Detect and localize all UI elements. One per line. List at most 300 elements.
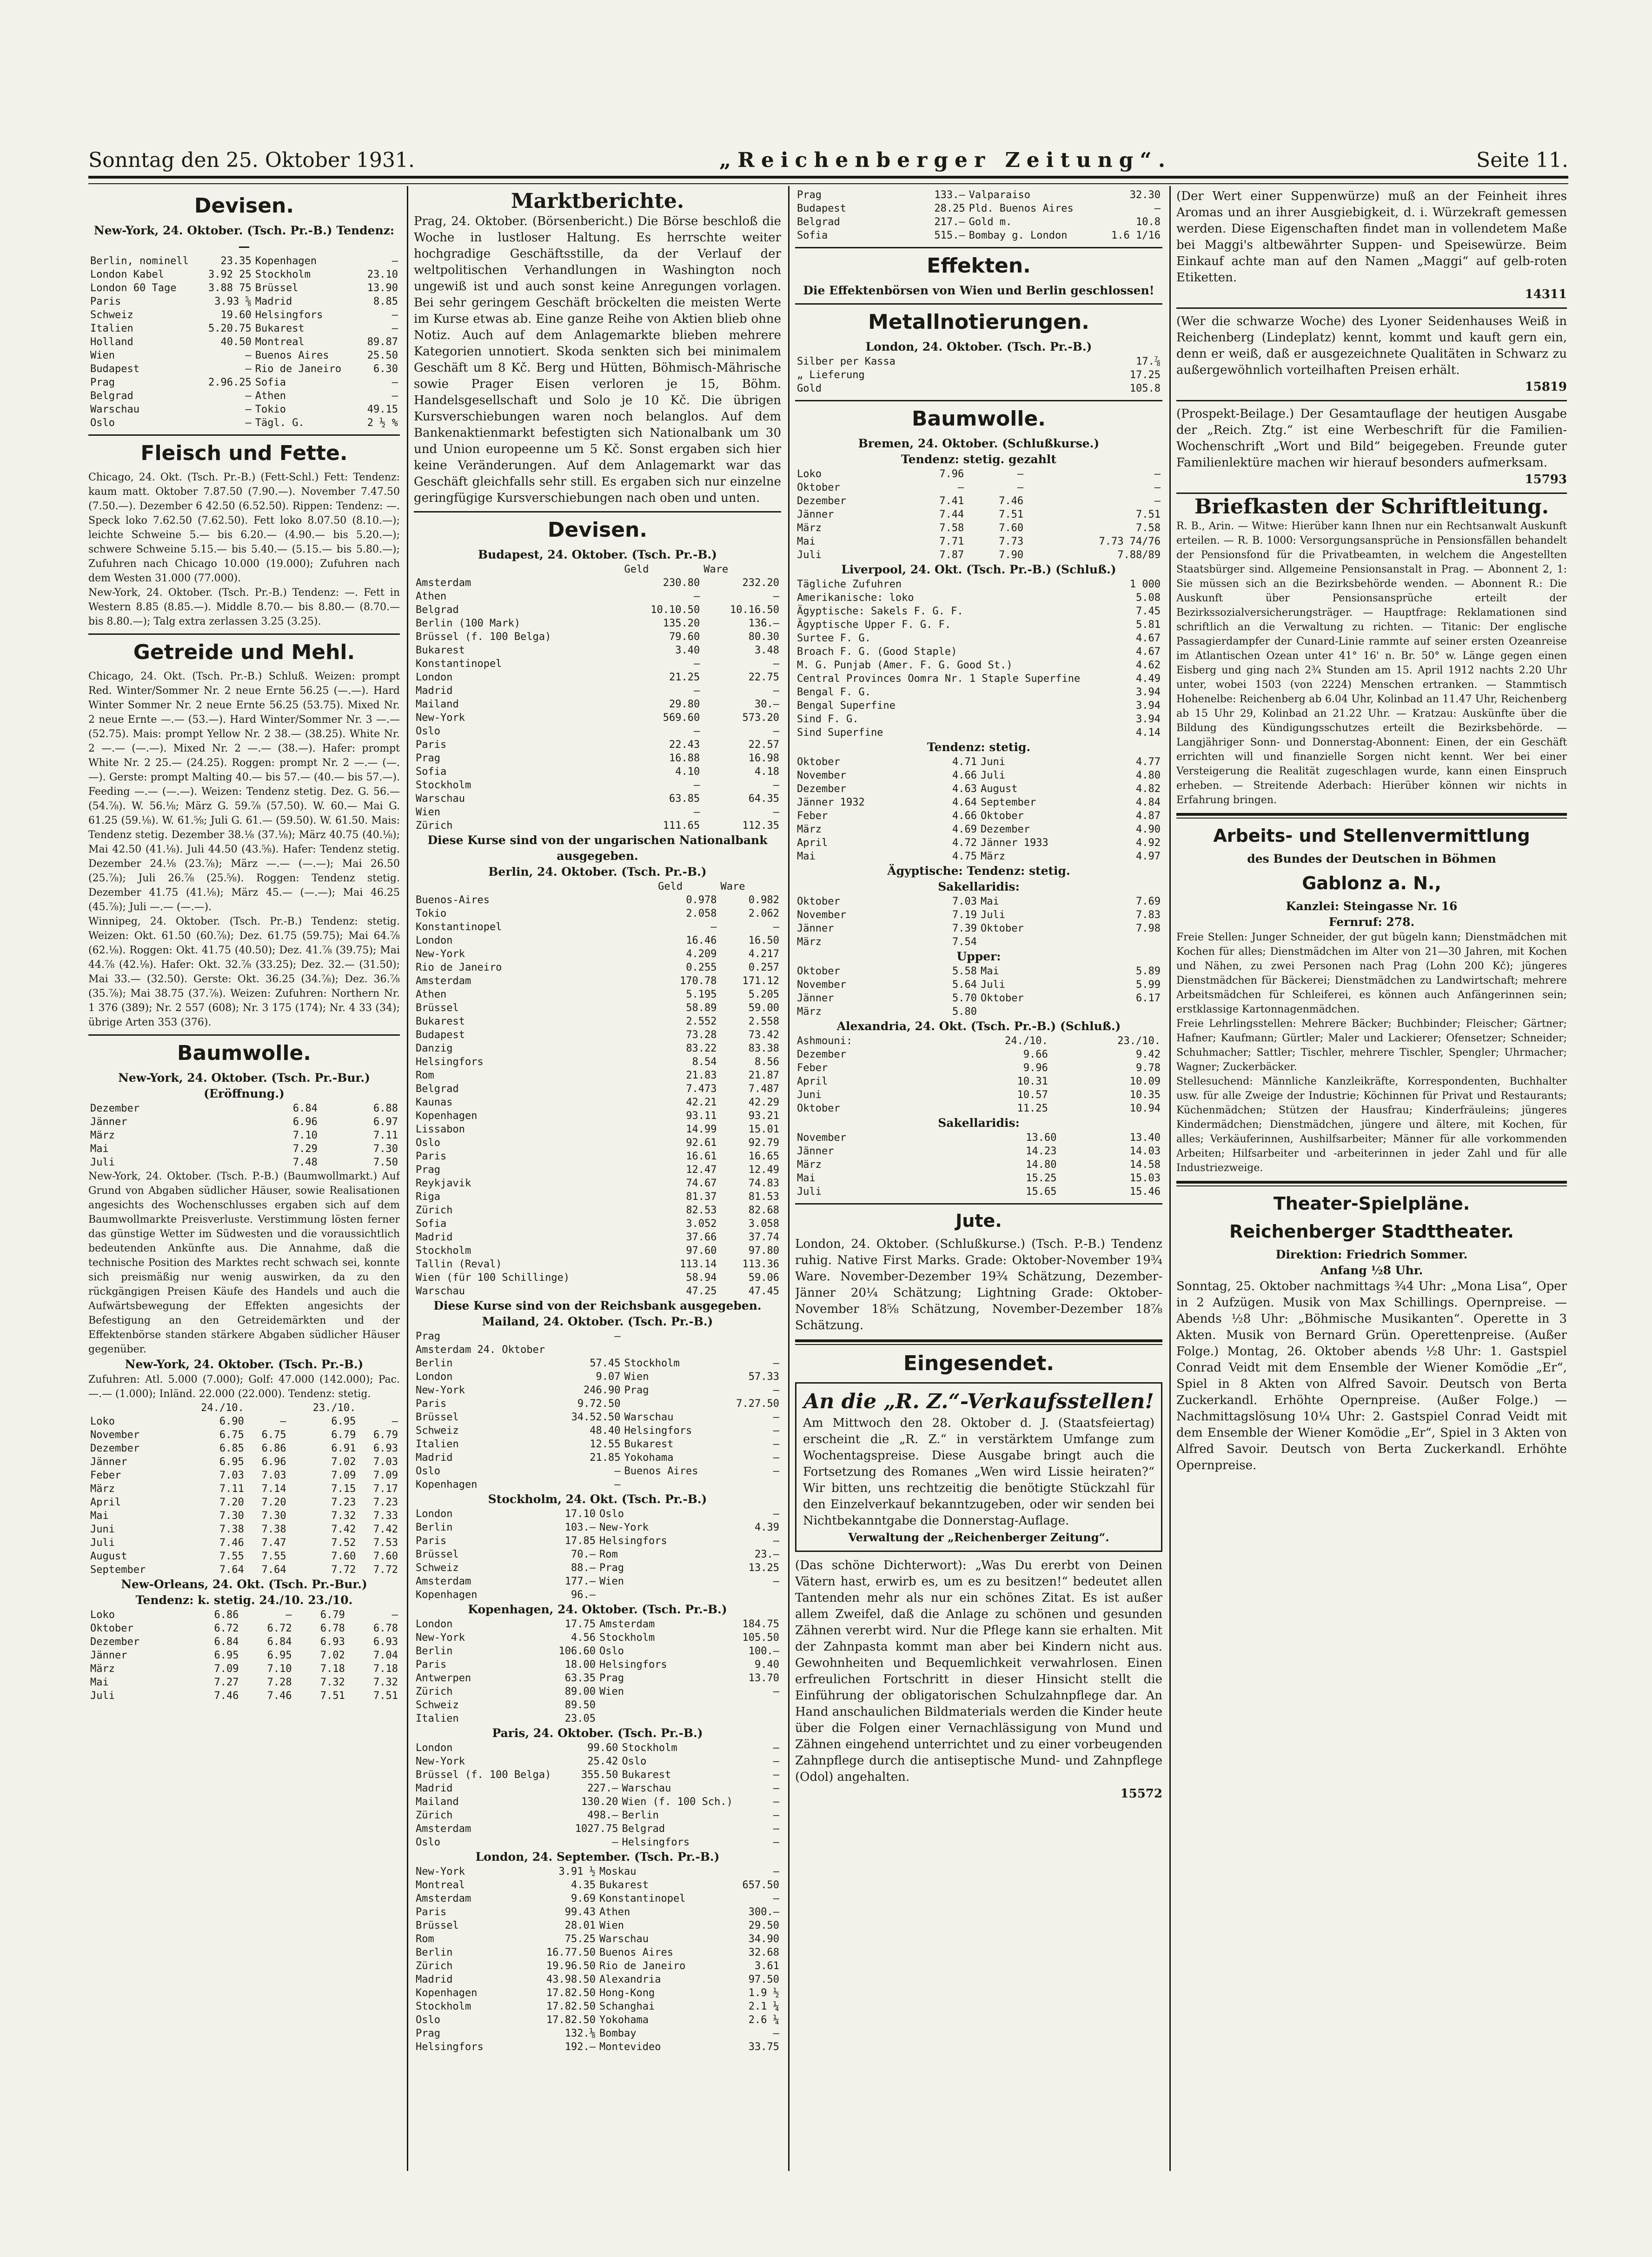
table-cell: 7.17 [373, 1483, 398, 1495]
table-row [795, 368, 1162, 382]
table-cell: Sofia [416, 766, 447, 778]
article-text: Freie Stellen: Junger Schneider, der gut bügeln kann; Dienstmädchen mit Kochen für alles; Dienstmädchen im Alter von 21—30 Jahren, mit Kochen und Nähen, zu zwei Personen nach Prag (Lohn 200 Kč); jüngeres Dienstmädchen für Bäckerei; Dienstmädchen zu Landwirtschaft; mehrere Arbeitsmädchen für Schleiferei, es können auch Anfängerinnen sein; erstklassige Kartonnagenmädchen. [1176, 932, 1567, 1015]
rule [795, 400, 1162, 401]
table-cell: 23.35 [220, 255, 252, 267]
table-cell: Oslo [416, 1837, 440, 1848]
table-row [795, 992, 1162, 1005]
table-cell: 83.22 [686, 1043, 717, 1054]
table-cell: Rio de Janeiro [255, 363, 342, 375]
table-cell: 3.92 25 [208, 269, 252, 280]
table-row [414, 1042, 781, 1055]
table-cell: — [710, 921, 717, 933]
table-cell: Brüssel (f. 100 Belga) [416, 1769, 551, 1781]
table-row [414, 1271, 781, 1285]
table-row [414, 2040, 781, 2054]
table-header-row [414, 880, 781, 893]
table-row [795, 632, 1162, 645]
table-cell: Mai [981, 965, 999, 977]
table-cell: Schweiz [416, 1425, 459, 1437]
table-cell: 2.058 [686, 908, 717, 919]
table-cell: 21.25 [669, 672, 700, 683]
table-cell: Dezember [797, 1049, 846, 1060]
table-cell: Dezember [90, 1443, 139, 1454]
table-row [414, 1548, 781, 1561]
table-row [414, 576, 781, 590]
table-cell: 81.53 [748, 1191, 779, 1203]
table-cell: Gold [797, 383, 822, 394]
section-title: Effekten. [927, 254, 1031, 278]
table-row [795, 508, 1162, 521]
table-cell: Wien (f. 100 Sch.) [622, 1796, 733, 1808]
table-cell: London [416, 1618, 453, 1630]
table-cell: London [416, 1371, 453, 1383]
table-cell: 2.558 [748, 1016, 779, 1027]
table-cell: — [280, 1416, 286, 1427]
section-title: Jute. [955, 1211, 1002, 1231]
table-cell: Jänner 1932 [797, 797, 865, 808]
table-cell: 4.66 [952, 810, 977, 822]
table-cell: März [797, 522, 822, 534]
table-cell: 23.05 [564, 1713, 596, 1724]
table-cell: 569.60 [663, 712, 700, 724]
table-cell: — [614, 1479, 621, 1491]
table-cell: 3.058 [748, 1218, 779, 1230]
table-cell: Wien [599, 1920, 624, 1931]
table-row [795, 1075, 1162, 1088]
table-cell: Rom [416, 1933, 434, 1945]
table-cell: — [773, 1756, 779, 1767]
table-cell: 15.65 [1026, 1186, 1057, 1198]
column-4 [1176, 188, 1567, 2171]
table-row [88, 1115, 400, 1129]
table-cell: Amsterdam [416, 975, 471, 987]
table-cell: 6.78 [373, 1623, 398, 1634]
table-row [414, 711, 781, 725]
table-cell: Mai [797, 1172, 816, 1184]
table-cell: 7.30 [219, 1510, 244, 1522]
table-cell: — [773, 1810, 779, 1821]
table-row [414, 1865, 781, 1878]
table-cell: 10.8 [1136, 216, 1161, 228]
table-cell: Oslo [416, 1137, 440, 1149]
table-cell: Stockholm [255, 269, 311, 280]
table-cell: Juli [981, 909, 1005, 921]
table-cell: November [797, 770, 846, 781]
table-cell: Zürich [416, 1686, 453, 1698]
table-cell: März [981, 851, 1005, 862]
table-cell: — [612, 1837, 618, 1848]
table-cell: 7.46 [999, 495, 1024, 507]
table-cell: Kopenhagen [255, 255, 317, 267]
table-row [795, 965, 1162, 978]
table-row [414, 1561, 781, 1575]
table-cell: 13.70 [748, 1672, 779, 1684]
table-row [88, 1496, 400, 1509]
table-cell: Berlin [622, 1810, 659, 1821]
table-cell: 4.64 [952, 797, 977, 808]
table-cell: 573.20 [742, 712, 779, 724]
table-cell: 7.11 [373, 1130, 398, 1141]
table-cell: 7.23 [373, 1497, 398, 1508]
table-row [88, 1469, 400, 1482]
table-cell: 7.71 [939, 536, 964, 547]
table-cell: 3.91 ½ [558, 1866, 596, 1878]
table-cell: 6.96 [261, 1456, 286, 1468]
table-row [414, 792, 781, 806]
page-header [88, 135, 1568, 172]
table-cell: Mai [90, 1510, 109, 1522]
table-cell: Belgrad [622, 1823, 665, 1835]
section-subtitle: Mailand, 24. Oktober. (Tsch. Pr.-B.) [482, 1315, 713, 1328]
table-cell: 6.86 [214, 1609, 239, 1621]
table-cell: 7.54 [952, 936, 977, 948]
table-cell: Rom [599, 1549, 618, 1560]
table-row [795, 355, 1162, 368]
table-cell: Madrid [416, 685, 453, 697]
table-cell: — [1017, 482, 1024, 493]
table-cell: 4.217 [748, 948, 779, 960]
table-cell: März [797, 824, 822, 835]
table-cell: 4.49 [1136, 673, 1161, 685]
table-cell [979, 1005, 1071, 1019]
table-cell: Montevideo [599, 2041, 661, 2053]
table-cell: 4.18 [755, 766, 779, 778]
table-cell: 177.— [564, 1576, 596, 1587]
table-row [795, 548, 1162, 562]
table-cell: 8.54 [692, 1056, 717, 1068]
section-title: Fleisch und Fette. [140, 441, 348, 465]
table-cell: 4.97 [1136, 851, 1161, 862]
table-row [414, 1822, 781, 1836]
table-cell: 6.93 [373, 1636, 398, 1648]
rule [795, 247, 1162, 248]
table-cell: — [773, 1769, 779, 1781]
table-cell: Yokohama [624, 1452, 674, 1464]
table-cell: Jänner [90, 1456, 127, 1468]
table-cell: Alexandria [599, 1974, 661, 1985]
table-cell: Sofia [797, 230, 828, 241]
table-cell: 16.98 [748, 752, 779, 764]
table-cell [708, 1330, 781, 1343]
header-rule [88, 176, 1568, 184]
section-title: Arbeits- und Stellenvermittlung [1213, 826, 1530, 846]
table-cell: — [245, 417, 252, 429]
table-cell: 192.— [564, 2041, 596, 2053]
table-row [414, 1244, 781, 1258]
table-cell: 7.38 [219, 1524, 244, 1535]
section-subtitle: Kanzlei: Steingasse Nr. 16 [1286, 899, 1458, 913]
table-row [795, 382, 1162, 395]
table-cell: März [797, 1006, 822, 1018]
section-subtitle: Berlin, 24. Oktober. (Tsch. Pr.-B.) [488, 865, 707, 879]
table-row [414, 947, 781, 961]
upper-table [795, 965, 1162, 1019]
table-row [414, 1698, 781, 1712]
table-cell: 4.84 [1136, 797, 1161, 808]
table-cell: 6.79 [373, 1429, 398, 1441]
table-row [414, 2027, 781, 2040]
table-cell: März [797, 936, 822, 948]
table-row [88, 335, 400, 349]
column-3 [795, 188, 1162, 2171]
table-cell: — [773, 921, 779, 933]
table-cell: 14.23 [1026, 1145, 1057, 1157]
table-row [795, 1061, 1162, 1075]
table-cell: 113.14 [680, 1258, 717, 1270]
table-cell: 7.15 [331, 1483, 356, 1495]
table-cell: 7.58 [1136, 522, 1161, 534]
table-row [795, 1131, 1162, 1145]
table-cell: Mai [797, 536, 816, 547]
table-cell: — [391, 255, 398, 267]
table-cell: 111.65 [663, 820, 700, 832]
table-cell: New-York [416, 1756, 465, 1767]
table-cell: 113.36 [742, 1258, 779, 1270]
table-cell: Schanghai [599, 2001, 655, 2012]
london-table [414, 1865, 781, 2054]
table-cell: Zürich [416, 820, 453, 832]
table-cell: 10.94 [1129, 1103, 1161, 1114]
table-cell: 6.17 [1136, 992, 1161, 1004]
table-row [414, 961, 781, 974]
table-cell: 7.44 [939, 509, 964, 520]
table-row [88, 1442, 400, 1455]
table-cell: 5.80 [952, 1006, 977, 1018]
table-cell: — [773, 779, 779, 791]
table-row [414, 1370, 781, 1384]
table-row [414, 1001, 781, 1015]
rule [795, 303, 1162, 305]
table-row [88, 1509, 400, 1523]
notice-text: Am Mittwoch den 28. Oktober d. J. (Staatsfeiertag) erscheint die „R. Z.“ in verstärktem Umfange zum Wochentagspreise. Diese Ausgabe bringt auch die Fortsetzung des Romanes „Wen wird Lissie heiraten?“ Wir bitten, uns rechtzeitig die benötigte Stückzahl für den Einzelverkauf bekanntzugeben, oder wir senden bei Nichtbekanntgabe die Donnerstag-Auflage. [803, 1416, 1154, 1528]
section-subtitle: Direktion: Friedrich Sommer. [1275, 1248, 1468, 1261]
column-divider [1169, 186, 1171, 2171]
table-cell [547, 1343, 622, 1357]
table-cell: 15.01 [748, 1124, 779, 1135]
table-cell: 10.31 [1017, 1076, 1048, 1087]
table-cell: Sind F. G. [797, 713, 859, 725]
table-cell: 96.— [571, 1589, 596, 1601]
table-cell: 9.42 [1136, 1049, 1161, 1060]
table-cell: September [981, 797, 1036, 808]
table-cell: 13.25 [748, 1562, 779, 1574]
table-header-row [795, 1034, 1162, 1048]
table-cell: Belgrad [416, 1083, 459, 1095]
section-subtitle: London, 24. Oktober. (Tsch. Pr.-B.) [865, 340, 1092, 353]
table-cell: — [391, 1416, 398, 1427]
table-row [414, 893, 781, 907]
table-cell: 5.64 [952, 979, 977, 991]
table-cell: Tallin (Reval) [416, 1258, 502, 1270]
table-cell: November [797, 1132, 846, 1144]
table-cell [1071, 1005, 1163, 1019]
table-row [414, 1451, 781, 1465]
table-cell: Oslo [599, 1508, 624, 1520]
table-cell: 5.20.75 [208, 323, 252, 334]
table-cell: 7.11 [219, 1483, 244, 1495]
table-row [414, 1190, 781, 1204]
table-cell: Athen [255, 390, 286, 402]
table-cell: 5.99 [1136, 979, 1161, 991]
section-title: Devisen. [194, 194, 294, 218]
table-row [795, 591, 1162, 605]
table-row [414, 1384, 781, 1397]
table-cell [690, 1712, 782, 1725]
table-cell: 24./10. [201, 1402, 244, 1414]
table-cell: — [285, 1609, 292, 1621]
table-row [88, 1428, 400, 1442]
rule [1176, 307, 1567, 309]
table-cell: — [773, 1866, 779, 1878]
table-cell: 4.87 [1136, 810, 1161, 822]
table-cell: Wien [90, 350, 115, 361]
table-cell: November [797, 909, 846, 921]
table-cell: Madrid [416, 1783, 453, 1794]
table-cell: Konstantinopel [416, 921, 502, 933]
table-row [414, 988, 781, 1001]
table-row [414, 684, 781, 698]
table-cell: Montreal [416, 1879, 465, 1891]
table-row [795, 1088, 1162, 1102]
table-cell: Warschau [599, 1933, 649, 1945]
table-cell: 5.08 [1136, 592, 1161, 604]
table-cell: 7.32 [373, 1677, 398, 1688]
table-row [414, 1959, 781, 1973]
table-cell: 170.78 [680, 975, 717, 987]
table-cell: Oslo [416, 726, 440, 737]
table-row [88, 1608, 400, 1622]
table-cell: August [90, 1551, 127, 1562]
table-cell: März [90, 1663, 115, 1675]
rule [88, 633, 400, 635]
table-cell: Budapest [90, 363, 139, 375]
table-cell: New-York [416, 1866, 465, 1878]
table-row [414, 1424, 781, 1438]
table-cell: 246.90 [584, 1385, 621, 1396]
table-row [795, 836, 1162, 850]
baumwolle-ny2-table [88, 1401, 400, 1577]
table-row [414, 1507, 781, 1521]
table-row [414, 1973, 781, 1986]
table-cell: Oktober [797, 756, 840, 768]
table-cell: Juli [90, 1157, 115, 1168]
table-cell [414, 563, 623, 576]
table-cell: 217.— [934, 216, 965, 228]
table-cell: Juli [90, 1690, 115, 1702]
section-title: Gablonz a. N., [1302, 873, 1441, 893]
berlin-table [414, 880, 781, 1298]
issue-date: Sonntag den 25. Oktober 1931. [88, 148, 415, 172]
table-cell: 7.10 [267, 1663, 292, 1675]
table-cell: Amsterdam 24. Oktober [416, 1344, 545, 1356]
table-cell: London Kabel [90, 269, 164, 280]
table-row [414, 1082, 781, 1096]
table-row [414, 725, 781, 738]
table-cell: Dezember [797, 495, 846, 507]
table-cell: September [90, 1564, 146, 1576]
table-cell: 7.96 [939, 468, 964, 480]
table-cell: Stockholm [416, 1245, 471, 1257]
section-title: Theater-Spielpläne. [1273, 1193, 1470, 1214]
table-cell: 2.96.25 [208, 377, 252, 388]
table-cell: 7.48 [292, 1157, 318, 1168]
table-cell: 7.55 [219, 1551, 244, 1562]
table-cell: 4.209 [686, 948, 717, 960]
table-row [414, 1946, 781, 1959]
table-cell: Holland [90, 336, 133, 348]
table-cell: 1.6 1/16 [1111, 230, 1161, 241]
table-cell: Wien [416, 806, 440, 818]
table-row [414, 1204, 781, 1217]
table-row [88, 1662, 400, 1676]
table-cell: 6.95 [267, 1650, 292, 1661]
table-cell: 7.39 [952, 923, 977, 934]
table-cell: 5.81 [1136, 619, 1161, 631]
table-row [414, 1217, 781, 1231]
table-row [414, 1028, 781, 1042]
paper-name: „Reichenberger Zeitung“. [719, 148, 1172, 172]
table-cell: 93.21 [748, 1110, 779, 1122]
table-cell: 7.03 [373, 1456, 398, 1468]
table-row [795, 755, 1162, 769]
table-cell: 42.29 [748, 1097, 779, 1108]
table-row [795, 796, 1162, 809]
table-cell: 12.55 [590, 1438, 621, 1450]
table-cell: — [391, 390, 398, 402]
table-cell: 7.55 [261, 1551, 286, 1562]
table-cell: 184.75 [742, 1618, 779, 1630]
table-cell: — [773, 1783, 779, 1794]
table-cell: Tokio [255, 404, 286, 415]
table-cell: Jänner [797, 1145, 834, 1157]
table-cell: Jänner [797, 923, 834, 934]
column-1 [88, 188, 400, 2171]
table-cell: 7.51 [373, 1690, 398, 1702]
table-cell: 4.82 [1136, 783, 1161, 795]
table-cell: 73.28 [686, 1029, 717, 1041]
table-row [414, 1631, 781, 1644]
table-cell: 6.95 [219, 1456, 244, 1468]
table-row [795, 188, 1162, 202]
table-cell: Oktober [90, 1623, 133, 1634]
table-row [795, 1185, 1162, 1198]
table-cell: 93.11 [686, 1110, 717, 1122]
table-row [795, 1102, 1162, 1115]
table-cell: Brüssel [416, 1411, 459, 1423]
section-subtitle: Bremen, 24. Oktober. (Schlußkurse.) [858, 437, 1100, 450]
table-cell: 4.72 [952, 837, 977, 849]
table-cell: 6.90 [219, 1416, 244, 1427]
table-cell: Schweiz [416, 1699, 459, 1711]
table-cell: 47.25 [686, 1285, 717, 1297]
table-row [88, 1523, 400, 1536]
table-cell: 6.88 [373, 1103, 398, 1114]
table-cell: Schweiz [416, 1562, 459, 1574]
table-cell: 227.— [587, 1783, 618, 1794]
table-row [414, 1069, 781, 1082]
table-cell: 2.552 [686, 1016, 717, 1027]
table-cell: Juni [797, 1089, 822, 1101]
table-cell: Mai [90, 1143, 109, 1155]
table-cell: 6.30 [373, 363, 398, 375]
table-cell: Berlin, nominell [90, 255, 189, 267]
table-cell: 24./10. [1005, 1035, 1048, 1047]
article-text: Zufuhren: Atl. 5.000 (7.000); Golf: 47.000 (142.000); Pac. —.— (1.000); Inländ. 22.000 (22.000). Tendenz: stetig. [88, 1374, 400, 1400]
table-cell: Amerikanische: loko [797, 592, 914, 604]
table-cell: — [773, 1893, 779, 1904]
table-row [795, 494, 1162, 508]
table-cell: — [773, 1796, 779, 1808]
